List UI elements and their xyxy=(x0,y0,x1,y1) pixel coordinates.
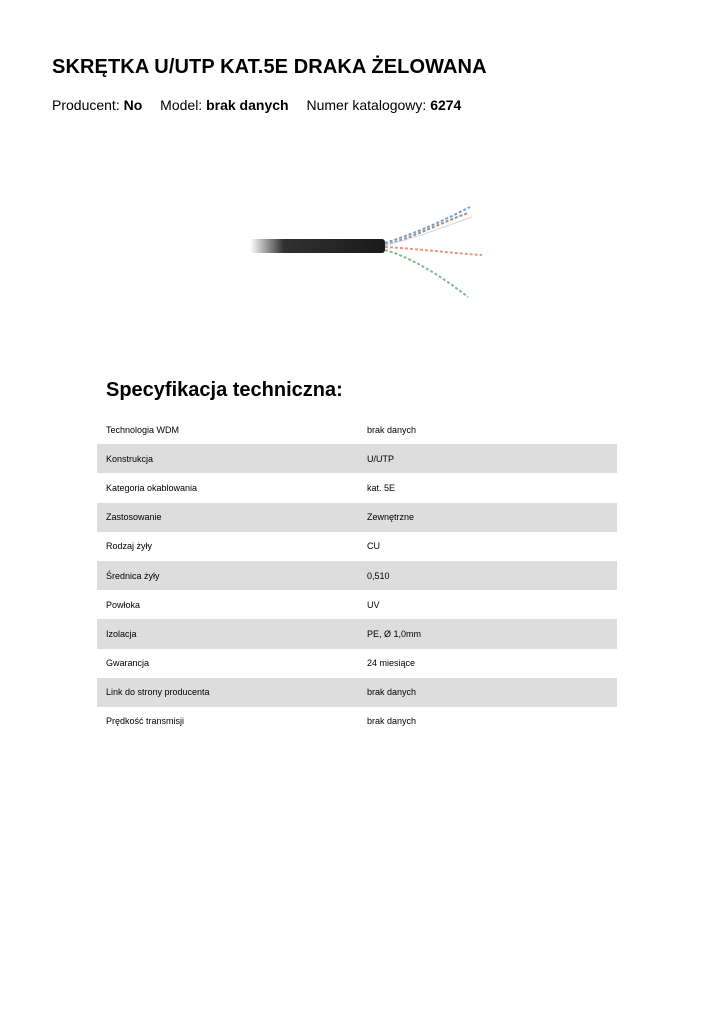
brown-pair xyxy=(385,213,468,245)
table-row xyxy=(97,561,617,590)
spec-key: Technologia WDM xyxy=(106,424,180,435)
table-row xyxy=(97,678,617,707)
spec-key: Konstrukcja xyxy=(97,444,367,473)
spec-value: PE, Ø 1,0mm xyxy=(367,619,617,648)
spec-key: Zastosowanie xyxy=(97,503,367,532)
spec-key: Powłoka xyxy=(106,599,141,610)
spec-value: U/UTP xyxy=(367,444,617,473)
table-row xyxy=(97,619,617,648)
catalog-label: Numer katalogowy: xyxy=(306,97,427,113)
table-row xyxy=(97,532,617,561)
producer-label: Producent: xyxy=(52,97,120,113)
table-row xyxy=(97,473,617,502)
product-meta xyxy=(52,97,475,113)
utp-cable-image xyxy=(240,195,490,305)
table-row xyxy=(97,590,617,619)
catalog-value: 6274 xyxy=(430,97,462,113)
spec-key: Link do strony producenta xyxy=(97,678,367,707)
catalog-info xyxy=(306,97,461,113)
table-row xyxy=(97,503,617,532)
spec-value: CU xyxy=(367,541,380,552)
spec-value: Zewnętrzne xyxy=(367,503,617,532)
spec-value: 0,510 xyxy=(367,561,617,590)
table-row xyxy=(97,707,617,736)
spec-table xyxy=(97,415,617,736)
spec-key: Średnica żyły xyxy=(97,561,367,590)
spec-key: Izolacja xyxy=(97,619,367,648)
spec-value: brak danych xyxy=(367,678,617,707)
spec-value: UV xyxy=(367,599,380,610)
product-title: SKRĘTKA U/UTP KAT.5E DRAKA ŻELOWANA xyxy=(52,56,487,78)
cable-jacket xyxy=(250,239,385,253)
spec-value: kat. 5E xyxy=(367,482,396,493)
spec-key: Kategoria okablowania xyxy=(106,482,198,493)
model-label: Model: xyxy=(160,97,203,113)
model-value: brak danych xyxy=(206,97,289,113)
orange-pair xyxy=(385,247,482,255)
table-row xyxy=(97,444,617,473)
spec-key: Prędkość transmisji xyxy=(106,716,185,727)
green-pair xyxy=(385,250,468,297)
producer-info xyxy=(52,97,146,113)
blue-pair xyxy=(385,207,470,243)
model-info xyxy=(160,97,292,113)
producer-value: No xyxy=(123,97,143,113)
table-row xyxy=(97,649,617,678)
table-row xyxy=(97,415,617,444)
spec-value: brak danych xyxy=(367,716,417,727)
spec-heading: Specyfikacja techniczna: xyxy=(106,379,343,401)
spec-key: Rodzaj żyły xyxy=(106,541,153,552)
spec-value: brak danych xyxy=(367,424,417,435)
spec-key: Gwarancja xyxy=(106,658,150,669)
spec-value: 24 miesiące xyxy=(367,658,416,669)
